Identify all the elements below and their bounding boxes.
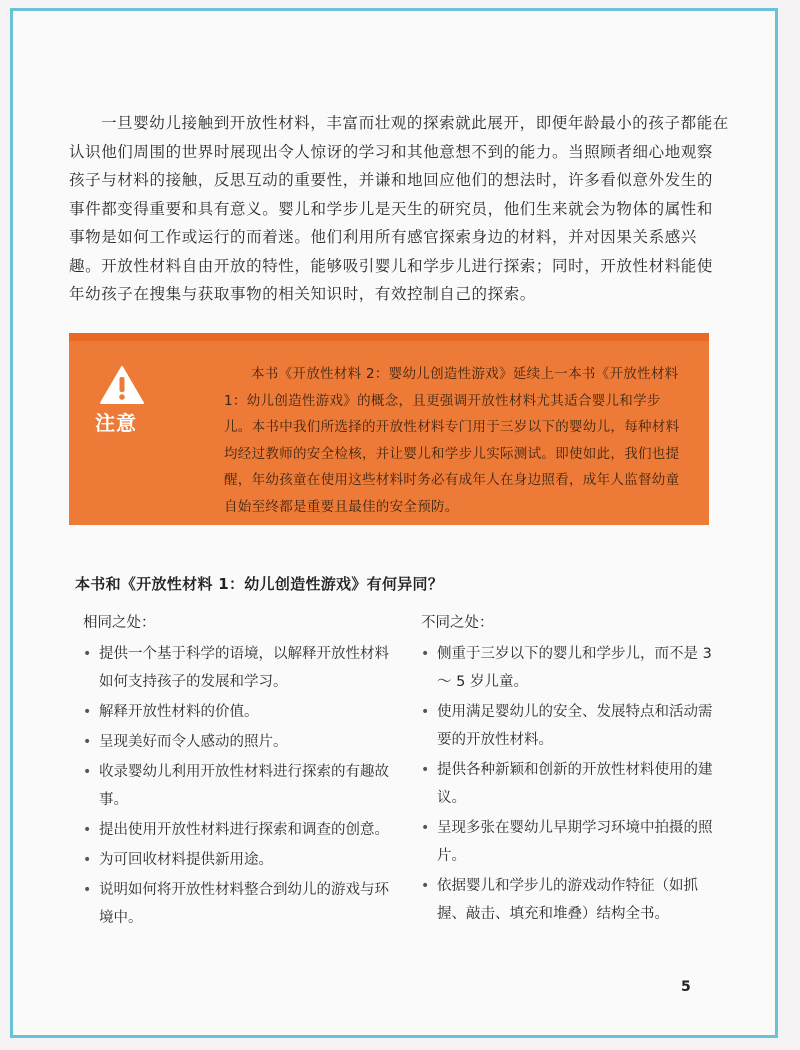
list-item: • 使用满足婴幼儿的安全、发展特点和活动需要的开放性材料。 (421, 698, 721, 754)
similarities-title: 相同之处： (83, 615, 156, 631)
differences-column (421, 611, 721, 930)
list-item: • 侧重于三岁以下的婴儿和学步儿，而不是 3 ～ 5 岁儿童。 (421, 640, 721, 696)
list-item: • 呈现多张在婴幼儿早期学习环境中拍摄的照片。 (421, 814, 721, 870)
notice-box (69, 333, 709, 525)
list-item: • 解释开放性材料的价值。 (83, 698, 403, 726)
list-item: • 呈现美好而令人感动的照片。 (83, 728, 403, 756)
notice-text: 本书《开放性材料 2：婴幼儿创造性游戏》延续上一本书《开放性材料 1：幼儿创造性游戏》的概念，且更强调开放性材料尤其适合婴儿和学步儿。本书中我们所选择的开放性材料专门用于三岁以下的婴幼儿，每种材料均经过教师的安全检核，并让婴儿和学步儿实际测试。即使如此，我们也提醒，年幼孩童在使用这些材料时务必有成年人在身边照看，成年人监督幼童自始至终都是重要且最佳的安全预防。 (224, 366, 680, 515)
list-item: • 提供一个基于科学的语境，以解释开放性材料如何支持孩子的发展和学习。 (83, 640, 403, 696)
list-item: • 提出使用开放性材料进行探索和调查的创意。 (83, 816, 403, 844)
list-item: • 收录婴幼儿利用开放性材料进行探索的有趣故事。 (83, 758, 403, 814)
notice-top-band (69, 333, 709, 341)
list-item: • 说明如何将开放性材料整合到幼儿的游戏与环境中。 (83, 876, 403, 932)
comparison-heading: 本书和《开放性材料 1：幼儿创造性游戏》有何异同？ (75, 575, 444, 593)
list-item: • 为可回收材料提供新用途。 (83, 846, 403, 874)
book-page (10, 8, 778, 1038)
similarities-column (83, 611, 403, 934)
list-item: • 依据婴儿和学步儿的游戏动作特征（如抓握、敲击、填充和堆叠）结构全书。 (421, 872, 721, 928)
similarities-list (83, 640, 403, 932)
differences-title: 不同之处： (421, 615, 494, 631)
warning-triangle-icon (99, 365, 145, 405)
list-item: • 提供各种新颖和创新的开放性材料使用的建议。 (421, 756, 721, 812)
differences-list (421, 640, 721, 928)
notice-title: 注意 (95, 411, 137, 435)
intro-paragraph: 一旦婴幼儿接触到开放性材料，丰富而壮观的探索就此展开，即便年龄最小的孩子都能在认识他们周围的世界时展现出令人惊讶的学习和其他意想不到的能力。当照顾者细心地观察孩子与材料的接触，反思互动的重要性，并谦和地回应他们的想法时，许多看似意外发生的事件都变得重要和具有意义。婴儿和学步儿是天生的研究员，他们生来就会为物体的属性和事物是如何工作或运行的而着迷。他们利用所有感官探索身边的材料，并对因果关系感兴趣。开放性材料自由开放的特性，能够吸引婴儿和学步儿进行探索；同时，开放性材料能使年幼孩子在搜集与获取事物的相关知识时，有效控制自己的探索。 (69, 114, 729, 303)
page-number: 5 (681, 979, 691, 995)
